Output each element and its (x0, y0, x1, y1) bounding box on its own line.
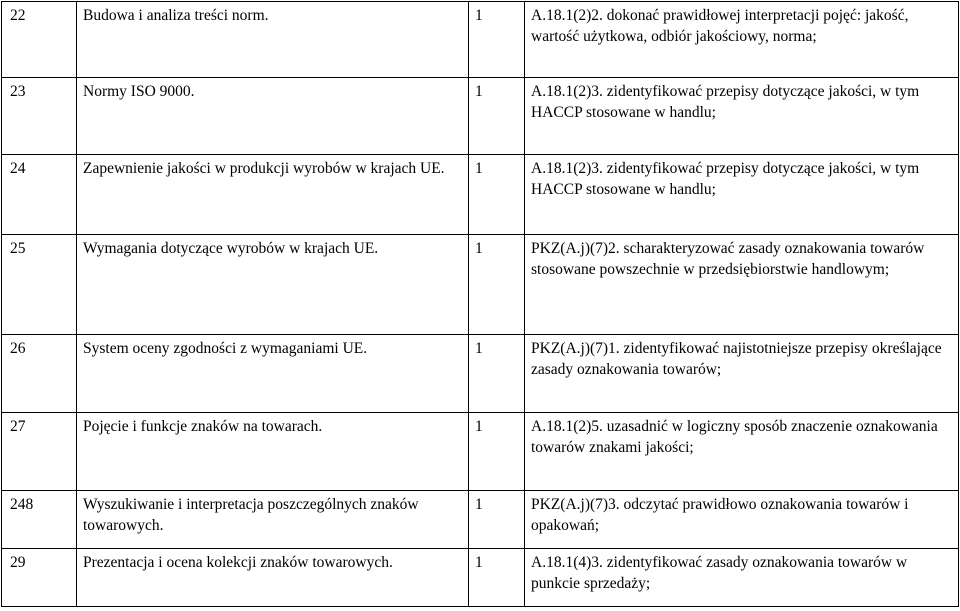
lesson-topic: Prezentacja i ocena kolekcji znaków towarowych. (77, 549, 469, 607)
learning-effect: PKZ(A.j)(7)2. scharakteryzować zasady oznakowania towarów stosowane powszechnie w przedsiębiorstwie handlowym; (525, 235, 959, 335)
lesson-number: 248 (2, 491, 77, 549)
table-row (2, 549, 959, 607)
lesson-number: 29 (2, 549, 77, 607)
lesson-topic: Wymagania dotyczące wyrobów w krajach UE. (77, 235, 469, 335)
curriculum-table (1, 1, 959, 607)
lesson-hours: 1 (469, 78, 525, 155)
table-row (2, 78, 959, 155)
lesson-topic: System oceny zgodności z wymaganiami UE. (77, 335, 469, 413)
learning-effect: PKZ(A.j)(7)1. zidentyfikować najistotniejsze przepisy określające zasady oznakowania towarów; (525, 335, 959, 413)
lesson-number: 23 (2, 78, 77, 155)
lesson-topic: Budowa i analiza treści norm. (77, 2, 469, 78)
learning-effect: A.18.1(2)3. zidentyfikować przepisy dotyczące jakości, w tym HACCP stosowane w handlu; (525, 78, 959, 155)
table-row (2, 235, 959, 335)
lesson-topic: Normy ISO 9000. (77, 78, 469, 155)
table-row (2, 2, 959, 78)
lesson-hours: 1 (469, 413, 525, 491)
learning-effect: A.18.1(2)5. uzasadnić w logiczny sposób znaczenie oznakowania towarów znakami jakości; (525, 413, 959, 491)
learning-effect: A.18.1(2)2. dokonać prawidłowej interpretacji pojęć: jakość, wartość użytkowa, odbiór jakościowy, norma; (525, 2, 959, 78)
learning-effect: A.18.1(4)3. zidentyfikować zasady oznakowania towarów w punkcie sprzedaży; (525, 549, 959, 607)
lesson-hours: 1 (469, 335, 525, 413)
lesson-number: 24 (2, 155, 77, 235)
table-row (2, 491, 959, 549)
lesson-topic: Zapewnienie jakości w produkcji wyrobów w krajach UE. (77, 155, 469, 235)
lesson-topic: Pojęcie i funkcje znaków na towarach. (77, 413, 469, 491)
lesson-hours: 1 (469, 549, 525, 607)
table-row (2, 413, 959, 491)
lesson-hours: 1 (469, 491, 525, 549)
lesson-hours: 1 (469, 155, 525, 235)
lesson-number: 25 (2, 235, 77, 335)
lesson-topic: Wyszukiwanie i interpretacja poszczególnych znaków towarowych. (77, 491, 469, 549)
table-row (2, 155, 959, 235)
lesson-number: 26 (2, 335, 77, 413)
table-row (2, 335, 959, 413)
learning-effect: A.18.1(2)3. zidentyfikować przepisy dotyczące jakości, w tym HACCP stosowane w handlu; (525, 155, 959, 235)
lesson-hours: 1 (469, 235, 525, 335)
learning-effect: PKZ(A.j)(7)3. odczytać prawidłowo oznakowania towarów i opakowań; (525, 491, 959, 549)
lesson-number: 22 (2, 2, 77, 78)
lesson-number: 27 (2, 413, 77, 491)
lesson-hours: 1 (469, 2, 525, 78)
